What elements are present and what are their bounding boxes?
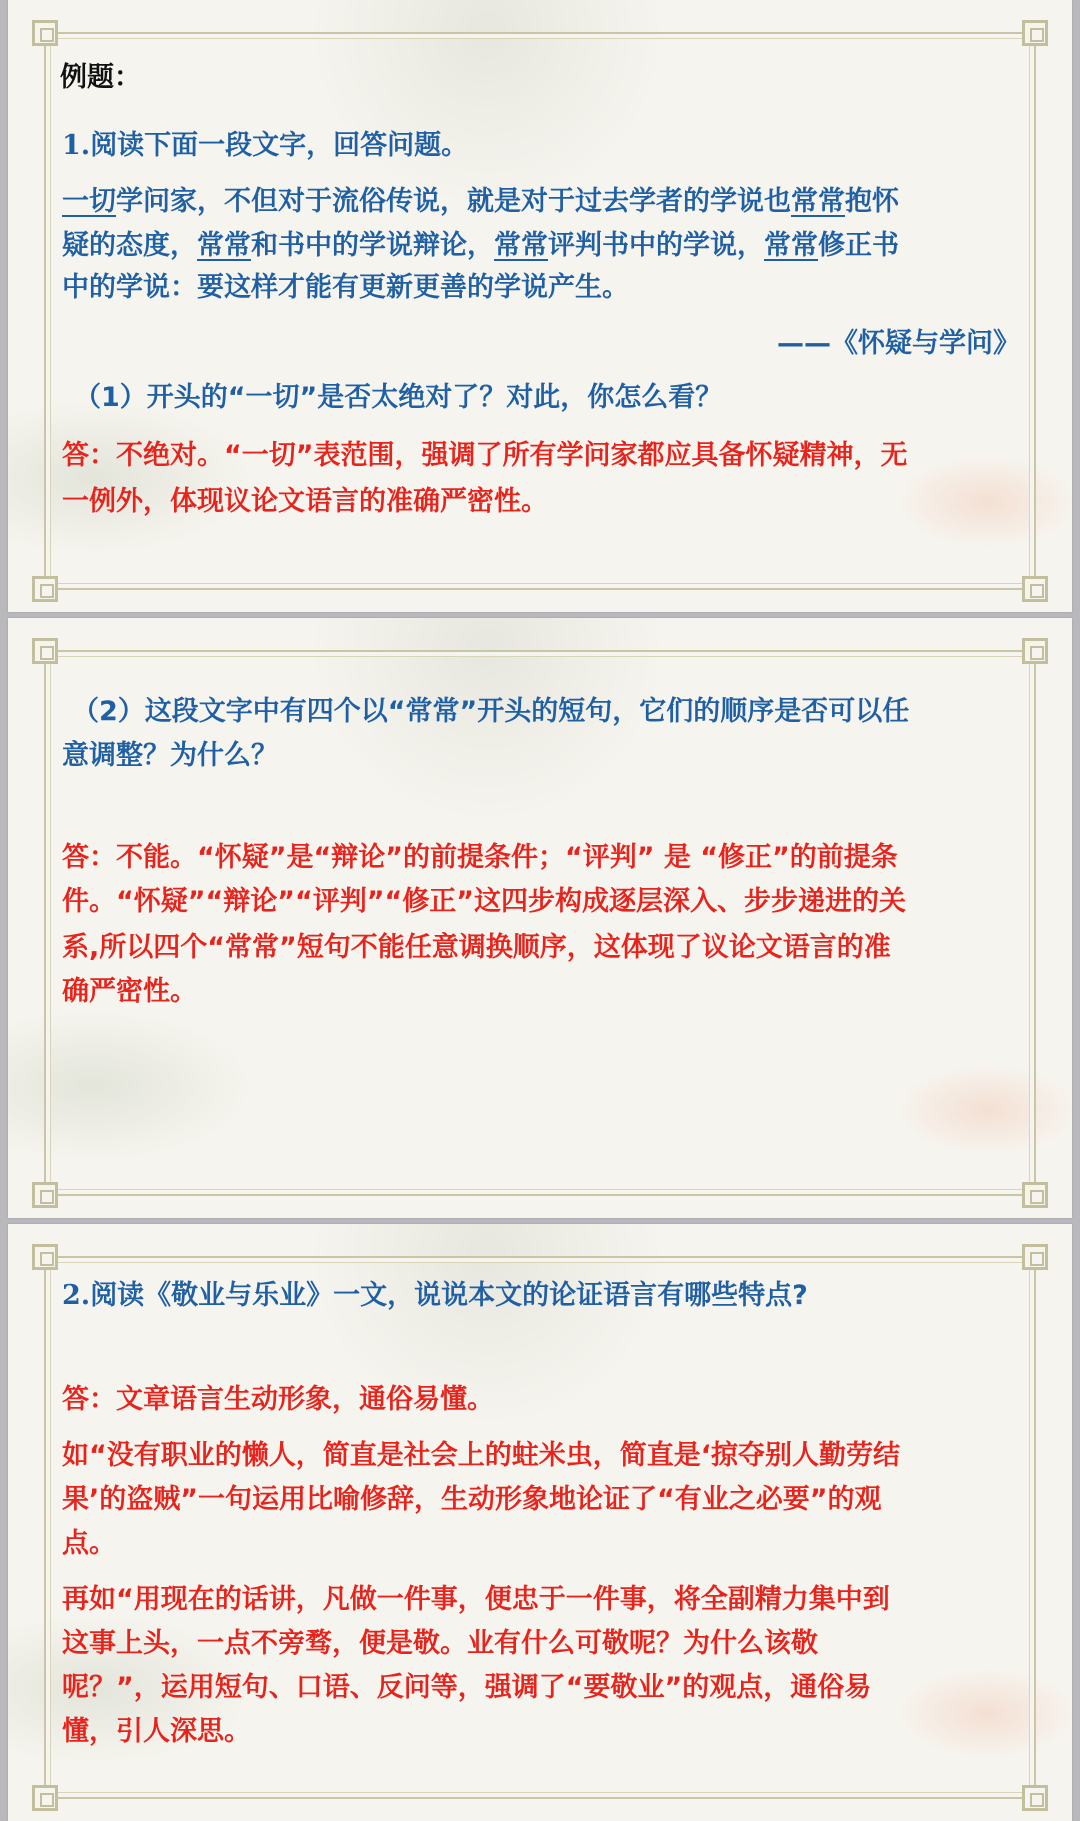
frame-corner-ornament [1022, 1244, 1048, 1270]
frame-corner-ornament [32, 1785, 58, 1811]
slide-3 [8, 1224, 1072, 1821]
decorative-frame [44, 650, 1036, 1196]
answer-line: 答：不能。“怀疑”是“辩论”的前提条件；“评判” 是 “修正”的前提条 [62, 842, 898, 873]
passage-text: 疑的态度， [62, 230, 197, 261]
frame-corner-ornament [32, 576, 58, 602]
answer-line: 系,所以四个“常常”短句不能任意调换顺序，这体现了议论文语言的准 [62, 932, 891, 963]
frame-corner-ornament [32, 20, 58, 46]
passage-line-1 [62, 184, 899, 220]
answer-line: 件。“怀疑”“辩论”“评判”“修正”这四步构成逐层深入、步步递进的关 [62, 886, 906, 917]
answer-line: 如“没有职业的懒人，简直是社会上的蛀米虫，简直是‘掠夺别人勤劳结 [62, 1440, 901, 1471]
frame-corner-ornament [1022, 576, 1048, 602]
frame-corner-ornament [32, 1244, 58, 1270]
underlined-word: 常常 [791, 186, 845, 217]
frame-corner-ornament [1022, 1182, 1048, 1208]
passage-text: 修正书 [818, 230, 899, 261]
answer-line: 懂，引人深思。 [62, 1716, 251, 1747]
answer-intro: 答：文章语言生动形象，通俗易懂。 [62, 1384, 494, 1415]
underlined-word: 常常 [764, 230, 818, 261]
passage-line-2 [62, 228, 899, 264]
sub-question-1: （1）开头的“一切”是否太绝对了？对此，你怎么看？ [74, 382, 723, 413]
answer-line: 一例外，体现议论文语言的准确严密性。 [62, 486, 548, 517]
answer-line: 答：不绝对。“一切”表范围，强调了所有学问家都应具备怀疑精神，无 [62, 440, 908, 471]
passage-text: 和书中的学说辩论， [251, 230, 494, 261]
example-heading: 例题： [60, 62, 141, 93]
answer-line: 果’的盗贼”一句运用比喻修辞，生动形象地论证了“有业之必要”的观 [62, 1484, 882, 1515]
underlined-word: 常常 [197, 230, 251, 261]
slide-1 [8, 0, 1072, 612]
sub-question-2: （2）这段文字中有四个以“常常”开头的短句，它们的顺序是否可以任 [72, 696, 910, 727]
frame-corner-ornament [1022, 638, 1048, 664]
frame-corner-ornament [1022, 1785, 1048, 1811]
question-text: 阅读《敬业与乐业》一文，说说本文的论证语言有哪些特点? [90, 1280, 808, 1311]
answer-line: 呢？”，运用短句、口语、反问等，强调了“要敬业”的观点，通俗易 [62, 1672, 872, 1703]
passage-text: 抱怀 [845, 186, 899, 217]
answer-line: 确严密性。 [62, 976, 197, 1007]
slide-2 [8, 618, 1072, 1218]
frame-corner-ornament [1022, 20, 1048, 46]
question-1-title [62, 128, 468, 164]
passage-line-3: 中的学说：要这样才能有更新更善的学说产生。 [62, 272, 629, 303]
passage-text: 学问家，不但对于流俗传说，就是对于过去学者的学说也 [116, 186, 791, 217]
frame-corner-ornament [32, 1182, 58, 1208]
question-text: 阅读下面一段文字，回答问题。 [90, 130, 469, 161]
answer-line: 这事上头，一点不旁骛，便是敬。业有什么可敬呢？为什么该敬 [62, 1628, 818, 1659]
sub-question-2: 意调整？为什么？ [62, 740, 278, 771]
underlined-word: 一切 [62, 186, 116, 217]
frame-corner-ornament [32, 638, 58, 664]
answer-line: 再如“用现在的话讲，凡做一件事，便忠于一件事，将全副精力集中到 [62, 1584, 890, 1615]
question-2-title [62, 1278, 808, 1314]
answer-line: 点。 [62, 1528, 116, 1559]
underlined-word: 常常 [494, 230, 548, 261]
question-number: 2. [62, 1280, 91, 1311]
passage-text: 评判书中的学说， [548, 230, 764, 261]
passage-source: ——《怀疑与学问》 [777, 328, 1020, 359]
question-number: 1. [62, 130, 91, 161]
